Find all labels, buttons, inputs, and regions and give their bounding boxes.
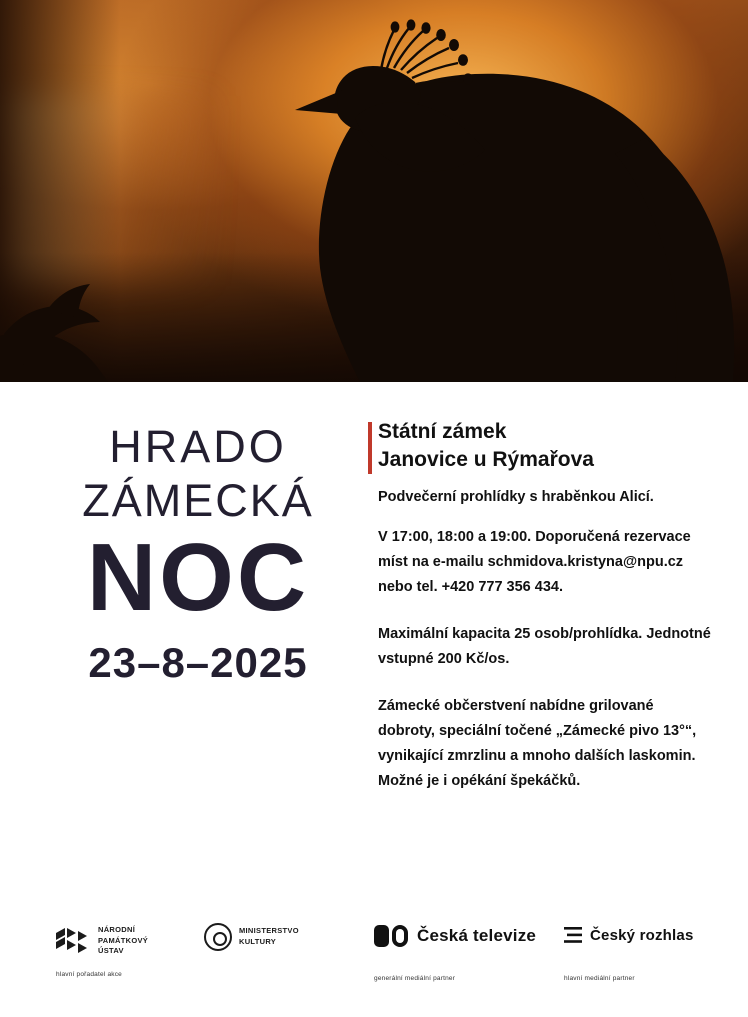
npu-line-3: ÚSTAV (98, 946, 124, 956)
rozhlas-mark-icon (564, 925, 582, 945)
cesky-rozhlas-logo (564, 925, 693, 945)
ministry-wordmark (239, 926, 299, 948)
info-column (378, 418, 714, 794)
logo-line-1: HRADO (109, 421, 287, 472)
npu-caption: hlavní pořadatel akce (56, 971, 122, 978)
title-block (378, 418, 714, 473)
logo-line-2: ZÁMECKÁ (82, 475, 314, 526)
ministry-line-2: KULTURY (239, 937, 277, 946)
ct-mark-icon (374, 925, 408, 947)
info-paragraph-refreshments: Zámecké občerstvení nabídne grilované dobroty, speciální točené „Zámecké pivo 13°“, vynikající zmrzlinu a mnoho dalších laskomin. Možné je i opékání špekáčků. (378, 698, 697, 789)
ct-wordmark: Česká televize (417, 926, 537, 945)
peacock-silhouette-icon (175, 18, 735, 382)
footer-partners (0, 907, 748, 1017)
npu-wordmark (98, 925, 148, 957)
foliage-silhouette-icon (0, 272, 154, 382)
info-paragraph-capacity: Maximální kapacita 25 osob/prohlídka. Jednotné vstupné 200 Kč/os. (378, 626, 711, 668)
ministry-mark-icon (204, 923, 232, 951)
rozhlas-caption: hlavní mediální partner (564, 975, 635, 982)
accent-bar (368, 422, 372, 474)
info-paragraph-times: V 17:00, 18:00 a 19:00. Doporučená rezervace míst na e-mailu schmidova.kristyna@npu.cz nebo tel. +420 777 356 434. (378, 529, 691, 596)
poster-body (0, 382, 748, 1017)
event-subtitle: Podvečerní prohlídky s hraběnkou Alicí. (378, 489, 654, 506)
npu-mark-icon (56, 928, 90, 954)
npu-logo (56, 925, 148, 957)
ceska-televize-logo (374, 925, 536, 947)
event-date: 23–8–2025 (88, 639, 308, 687)
ministry-of-culture-logo (204, 923, 299, 951)
npu-line-2: PAMÁTKOVÝ (98, 935, 149, 945)
logo-word-noc: NOC (86, 524, 310, 631)
venue-title-line1: Státní zámek (378, 420, 507, 443)
hero-photo (0, 0, 748, 382)
ct-caption: generální mediální partner (374, 975, 456, 982)
ministry-line-1: MINISTERSTVO (239, 926, 299, 936)
npu-line-1: NÁRODNÍ (98, 925, 136, 934)
venue-title-line2: Janovice u Rýmařova (378, 447, 594, 471)
event-logo (52, 421, 344, 687)
rozhlas-wordmark: Český rozhlas (590, 926, 694, 944)
